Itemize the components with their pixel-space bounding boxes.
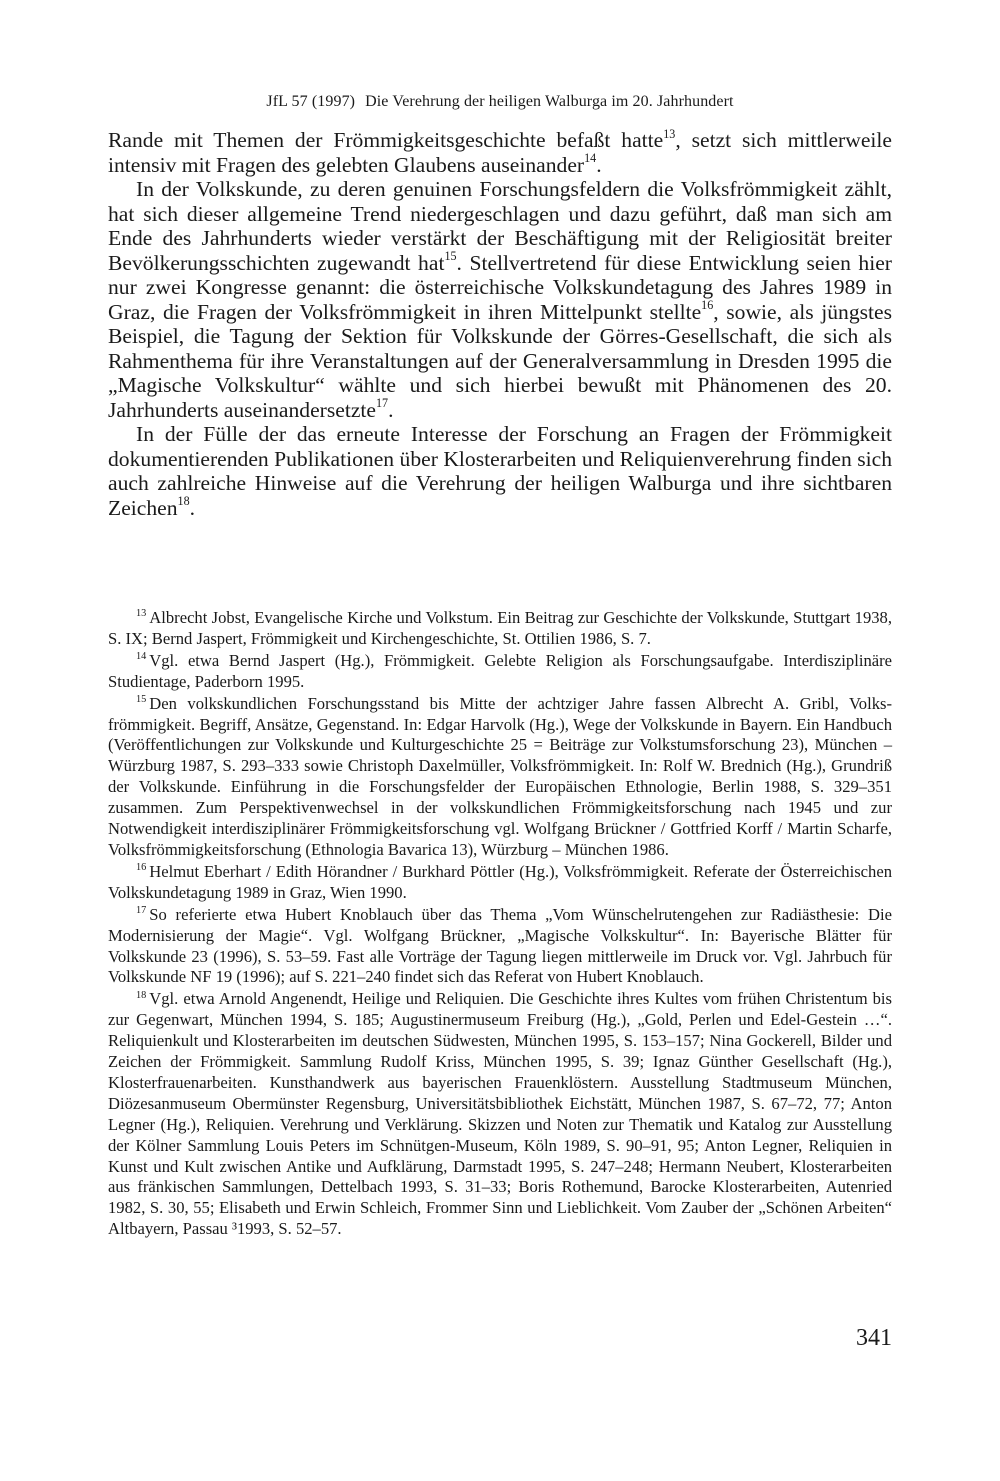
document-page xyxy=(108,0,892,1481)
footnote-number: 16 xyxy=(136,862,147,874)
footnote-number: 14 xyxy=(136,651,147,663)
footnote-number: 13 xyxy=(136,608,147,620)
footnote-text: Albrecht Jobst, Evangelische Kirche und Volkstum. Ein Beitrag zur Geschichte der Volkskunde, Stuttgart 1938, S. IX; Bernd Jaspert, Frömmigkeit und Kirchengeschichte, St. Ottilien 1986, S. 7. xyxy=(108,608,892,648)
article-title: Die Verehrung der heiligen Walburga im 20. Jahrhundert xyxy=(365,93,734,110)
footnote-15 xyxy=(108,694,892,861)
text-run: , sowie, als jüngstes Beispiel, die Tagung der Sektion für Volkskunde der Görres-Gesellschaft, die sich als Rahmenthema für ihre Veranstaltungen auf der Generalversammlung in Dresden 1995 die „Magische Volkskultur“ wählte und sich hierbei bewußt mit Phänomenen des 20. Jahrhunderts auseinandersetzte xyxy=(108,299,893,422)
footnote-text: Vgl. etwa Bernd Jaspert (Hg.), Frömmigkeit. Gelebte Religion als Forschungsaufgabe. Interdisziplinäre Studientage, Paderborn 1995. xyxy=(108,650,892,691)
footnote-number: 17 xyxy=(136,905,147,917)
footnote-ref-16: 16 xyxy=(701,298,714,313)
footnote-18 xyxy=(108,989,892,1240)
page-number: 341 xyxy=(856,1325,892,1351)
footnote-text: Den volkskundlichen Forschungsstand bis Mitte der achtziger Jahre fassen Albrecht A. Gribl, Volksfrömmigkeit. Begriff, Ansätze, Gegenstand. In: Edgar Harvolk (Hg.), Wege der Volkskunde in Bayern. Ein Handbuch (Veröffentlichungen zur Volkskunde und Kulturgeschichte 25 = Beiträge zur Volkstumsforschung 23), München – Würzburg 1987, S. 293–333 sowie Christoph Daxelmüller, Volksfrömmigkeit. In: Rolf W. Brednich (Hg.), Grundriß der Volkskunde. Einführung in die Forschungsfelder der Europäischen Ethnologie, Berlin 1988, S. 329–351 zusammen. Zum Perspektivenwechsel in der volkskundlichen Frömmigkeitsforschung nach 1945 und zur Notwendigkeit interdisziplinärer Frömmigkeitsforschung vgl. Wolfgang Brückner / Gottfried Korff / Martin Scharfe, Volksfrömmigkeitsforschung (Ethnologia Bavarica 13), Würzburg – München 1986. xyxy=(108,693,892,859)
footnote-ref-17: 17 xyxy=(376,396,389,411)
text-run: . xyxy=(189,495,196,520)
text-run: Rande mit Themen der Frömmigkeitsgeschichte befaßt hatte xyxy=(108,128,664,152)
footnote-number: 18 xyxy=(136,989,147,1001)
text-run: . xyxy=(596,152,602,177)
footnote-ref-18: 18 xyxy=(177,494,190,509)
footnote-text: So referierte etwa Hubert Knoblauch über das Thema „Vom Wünschelrutengehen zur Radiästhesie: Die Modernisierung der Magie“. Vgl. Wolfgang Brückner, „Magische Volkskultur“. In: Bayerische Blätter für Volkskunde 23 (1996), S. 53–59. Fast alle Vorträge der Tagung liegen mittlerweile im Druck vor. Vgl. Jahrbuch für Volkskunde NF 19 (1996); auf S. 221–240 findet sich das Referat von Hubert Knoblauch. xyxy=(108,904,892,987)
body-text xyxy=(108,128,892,520)
footnote-ref-14: 14 xyxy=(584,151,597,166)
footnotes xyxy=(108,608,892,1241)
running-header xyxy=(108,92,892,112)
footnote-number: 15 xyxy=(136,694,147,706)
footnote-text: Helmut Eberhart / Edith Hörandner / Burkhard Pöttler (Hg.), Volksfrömmigkeit. Referate der Österreichischen Volkskundetagung 1989 in Graz, Wien 1990. xyxy=(108,861,892,902)
text-run: . Stellvertretend für diese Entwicklung seien hier nur zwei Kongresse genannt: die österreichische Volkskundetagung des Jahres 1989 in Graz, die Fragen der Volksfrömmigkeit in ihren Mittelpunkt stellte xyxy=(108,250,892,324)
text-run: In der Volkskunde, zu deren genuinen Forschungsfeldern die Volksfrömmigkeit zählt, hat sich dieser allgemeine Trend niedergeschlagen und dazu geführt, daß man sich am Ende des Jahrhunderts wieder verstärkt der Beschäftigung mit der Religiosität breiter Bevölkerungsschichten zugewandt hat xyxy=(108,177,892,275)
footnote-16 xyxy=(108,862,892,904)
paragraph-3 xyxy=(108,422,892,520)
footnote-17 xyxy=(108,905,892,989)
text-run: , setzt sich mittlerweile intensiv mit Fragen des gelebten Glaubens auseinander xyxy=(108,128,893,177)
footnote-13 xyxy=(108,608,892,650)
paragraph-2 xyxy=(108,177,892,422)
footnote-ref-15: 15 xyxy=(444,249,457,264)
paragraph-1 xyxy=(108,128,892,177)
text-run: In der Fülle der das erneute Interesse der Forschung an Fragen der Frömmigkeit dokumentierenden Publikationen über Klosterarbeiten und Reliquienverehrung finden sich auch zahlreiche Hinweise auf die Verehrung der heiligen Walburga und ihre sichtbaren Zeichen xyxy=(108,422,892,520)
footnote-14 xyxy=(108,651,892,693)
text-run: . xyxy=(388,397,394,422)
footnote-ref-13: 13 xyxy=(663,126,676,141)
journal-reference: JfL 57 (1997) xyxy=(266,93,356,110)
footnote-text: Vgl. etwa Arnold Angenendt, Heilige und Reliquien. Die Geschichte ihres Kultes vom frühen Christentum bis zur Gegenwart, München 1994, S. 185; Augustinermuseum Freiburg (Hg.), „Gold, Perlen und Edel-Gestein …“. Reliquienkult und Klosterarbeiten im deutschen Südwesten, München 1995, S. 153–157; Nina Gockerell, Bilder und Zeichen der Frömmigkeit. Sammlung Rudolf Kriss, München 1995, S. 39; Ignaz Günther Gesellschaft (Hg.), Klosterfrauenarbeiten. Kunsthandwerk aus bayerischen Frauenklöstern. Ausstellung Stadtmuseum München, Diözesanmuseum Obermünster Regensburg, Universitätsbibliothek Eichstätt, München 1987, S. 67–72, 77; Anton Legner (Hg.), Reliquien. Verehrung und Verklärung. Skizzen und Noten zur Thematik und Katalog zur Ausstellung der Kölner Sammlung Louis Peters im Schnütgen-Museum, Köln 1989, S. 90–91, 95; Anton Legner, Reliquien in Kunst und Kult zwischen Antike und Aufklärung, Darmstadt 1995, S. 247–248; Hermann Neubert, Klosterarbeiten aus fränkischen Sammlungen, Dettelbach 1993, S. 31–33; Boris Rothemund, Barocke Klosterarbeiten, Autenried 1982, S. 30, 55; Elisabeth und Erwin Schleich, Frommer Sinn und Lieblichkeit. Vom Zauber der „Schönen Arbeiten“ Altbayern, Passau ³1993, S. 52–57. xyxy=(108,989,892,1239)
